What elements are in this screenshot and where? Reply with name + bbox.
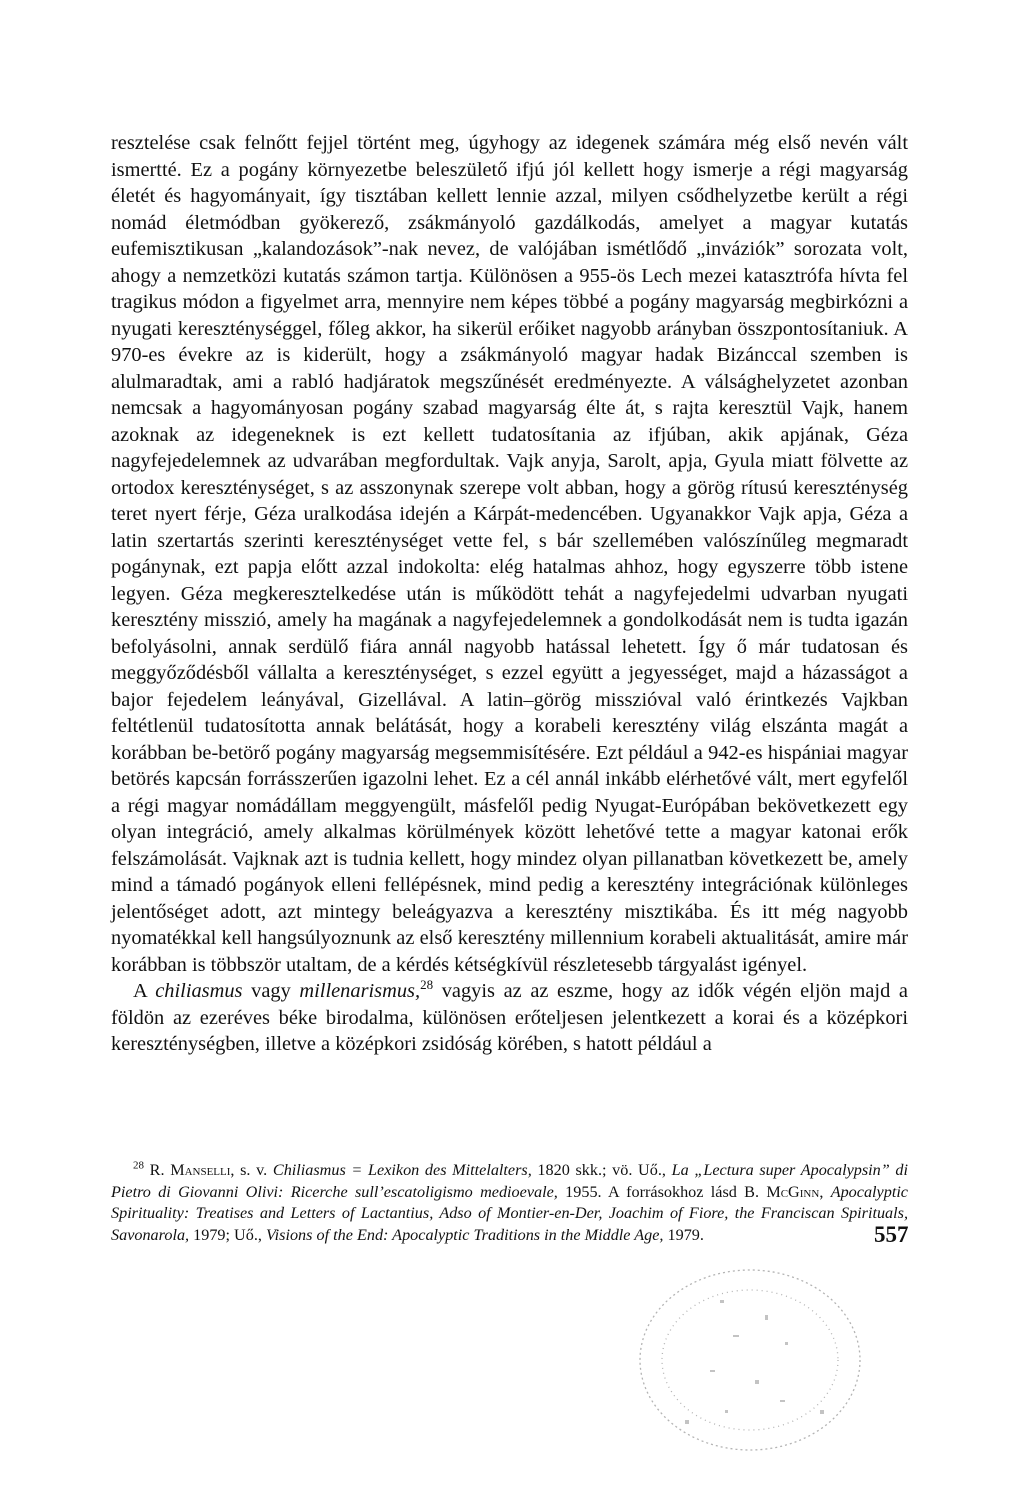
footnote-title-1: Chiliasmus = Lexikon des Mittelalters, xyxy=(272,1161,532,1179)
term-chiliasmus: chiliasmus xyxy=(155,980,243,1002)
footnote-author-mcginn: McGinn xyxy=(766,1182,820,1201)
paragraph-1 xyxy=(111,130,908,978)
footnote-title-2: La „Lectura super Apocalypsin” di Pietro di Giovanni Olivi: Ricerche sull’escatoligismo medioevale, xyxy=(111,1161,908,1201)
library-stamp-icon xyxy=(625,1260,875,1460)
footnote-text-4: 1955. A forrásokhoz lásd B. xyxy=(557,1182,767,1201)
footnote-title-4: Visions of the End: Apocalyptic Traditions in the Middle Age, xyxy=(265,1225,664,1244)
footnote-text-6: 1979; Uő., xyxy=(189,1225,266,1244)
footnote-number: 28 xyxy=(133,1159,144,1172)
footnote-text-2: , s. v. xyxy=(230,1161,273,1179)
footnote-author-manselli: Manselli xyxy=(170,1161,231,1179)
paragraph-1-text: resztelése csak felnőtt fejjel történt meg, úgyhogy az idegenek számára még első nevén vált ismertté. Ez a pogány környezetbe beleszülető ifjú jól kellett hogy ismerje a régi magyarság életét és hagyományait, így tisztában kellett lennie azzal, milyen csődhelyzetbe került a régi nomád életmódban gyökerező, zsákmányoló gazdálkodás, amelyet a magyar kutatás eufemisztikusan „kalandozások”-nak nevez, de valójában ismétlődő „inváziók” sorozata volt, ahogy a nemzetközi kutatás számon tartja. Különösen a 955-ös Lech mezei katasztrófa hívta fel tragikus módon a figyelmet arra, mennyire nem képes többé a pogány magyarság megbirkózni a nyugati kereszténységgel, főleg akkor, ha sikerül erőiket nagyobb arányban összpontosítaniuk. A 970-es évekre az is kiderült, hogy a zsákmányoló magyar hadak Bizánccal szemben is alulmaradtak, ami a rabló hadjáratok megszűnését eredményezte. A válsághelyzetet azonban nemcsak a hagyományosan pogány szabad magyarság élte át, s rajta keresztül Vajk, hanem azoknak az idegeneknek is ezt kellett tudatosítania az ifjúban, akik apjának, Géza nagyfejedelemnek az udvarában megfordultak. Vajk anyja, Sarolt, apja, Gyula miatt fölvette az ortodox kereszténységet, s az asszonynak szerepe volt abban, hogy a görög rítusú kereszténység teret nyert férje, Géza uralkodása idején a Kárpát-medencében. Ugyanakkor Vajk apja, Géza a latin szertartás szerinti kereszténységet vette fel, s bár szellemében valószínűleg megmaradt pogánynak, ezt papja előtt azzal indokolta: elég hatalmas ahhoz, hogy egyszerre több istene legyen. Géza megkeresztelkedése után is működött tehát a nagyfejedelmi udvarban nyugati keresztény misszió, amely ha magának a nagyfejedelemnek a gondolkodását nem is tudta igazán befolyásolni, annak serdülő fiára annál nagyobb hatással lehetett. Így ő már tudatosan és meggyőződésből vállalta a kereszténységet, s ezzel együtt a jegyességet, majd a házasságot a bajor fejedelem leányával, Gizellával. A latin–görög misszióval való érintkezés Vajkban feltétlenül tudatosította annak belátását, hogy a korabeli keresztény világ elszánta magát a korábban be-betörő pogány magyarság megsemmisítésére. Ezt például a 942-es hispániai magyar betörés kapcsán forrásszerűen igazolni lehet. Ez a cél annál inkább elérhetővé vált, mert egyfelől a régi magyar nomádállam meggyengült, másfelől pedig Nyugat-Európában bekövetkezett egy olyan integráció, amely alkalmas körülmények között lehetővé tette a magyar katonai erők felszámolását. Vajknak azt is tudnia kellett, hogy mindez olyan pillanatban következett be, amely mind a támadó pogányok elleni fellépésnek, mind pedig a keresztény integrációnak különleges jelentőséget adott, azt mintegy beleágyazva a keresztény misztikába. És itt még nagyobb nyomatékkal kell hangsúlyoznunk az első keresztény millennium korabeli aktualitását, amire már korábban is többször utaltam, de a kérdés kétségkívül részletesebb tárgyalást igényel. xyxy=(111,132,908,976)
footnote-text-7: 1979. xyxy=(663,1225,704,1244)
paragraph-2 xyxy=(111,978,908,1058)
paragraph-2-text: vagyis az az eszme, hogy az idők végén eljön majd a földön az ezeréves béke birodalma, különösen erőteljesen jelentkezett a korai és a középkori kereszténységben, illetve a középkori zsidóság körében, s hatott például a xyxy=(111,980,908,1055)
footnote-text-1: R. xyxy=(144,1161,171,1179)
term-millenarismus: millenarismus, xyxy=(299,980,421,1002)
footnote-section xyxy=(111,1160,908,1246)
paragraph-2-or: vagy xyxy=(242,980,300,1002)
main-text xyxy=(111,130,908,1058)
paragraph-2-lead: A xyxy=(133,980,156,1002)
page-number: 557 xyxy=(874,1222,909,1247)
footnote-reference-28[interactable]: 28 xyxy=(420,977,434,993)
footnote-text-3: 1820 skk.; vö. Uő., xyxy=(531,1161,672,1179)
footnote-title-3: Apocalyptic Spirituality: Treatises and Letters of Lactantius, Adso of Montier-en-Der, Joachim of Fiore, the Franciscan Spirituals, Savonarola, xyxy=(111,1182,908,1244)
footnote-28 xyxy=(111,1160,908,1246)
footnote-text-5: , xyxy=(819,1182,831,1201)
